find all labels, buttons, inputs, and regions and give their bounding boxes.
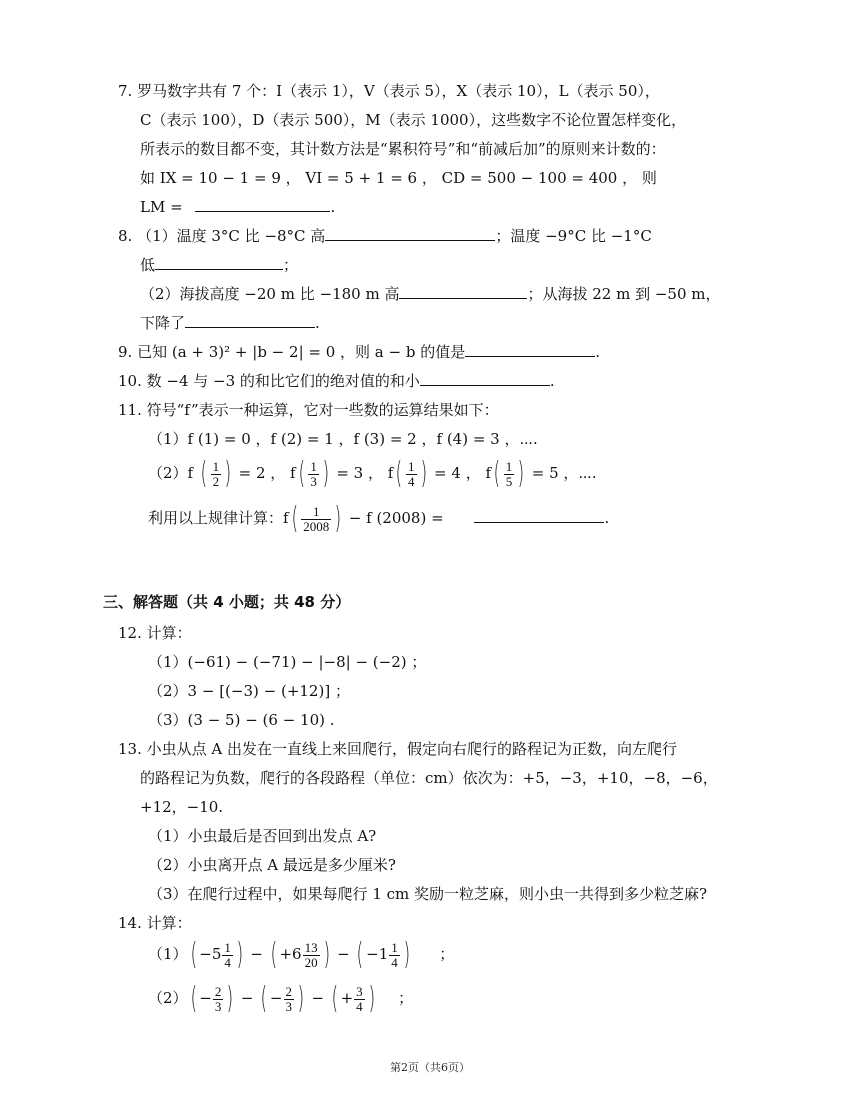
q9-blank[interactable]: [465, 342, 595, 357]
paren-left: (: [493, 456, 501, 491]
q11-blank[interactable]: [474, 508, 604, 523]
q8-semicolon: ；: [283, 256, 299, 274]
q14-p2-semicolon: ；: [398, 989, 414, 1007]
q13-part-1: （1）小虫最后是否回到出发点 A?: [148, 827, 377, 845]
page-footer: 第2页（共6页）: [390, 1061, 470, 1074]
minus-sign: −: [311, 989, 325, 1007]
q11-compute-label: 利用以上规律计算：f: [148, 509, 289, 527]
paren-left: (: [357, 937, 364, 972]
q11-line-2: （1）f (1) = 0 ，f (2) = 1 ，f (3) = 2 ，f (4) = 3 ，⋯.: [148, 430, 538, 448]
q13-line-1: 13. 小虫从点 A 出发在一直线上来回爬行，假定向右爬行的路程记为正数，向左爬行: [118, 740, 677, 758]
q7-period: .: [330, 198, 336, 216]
q9-period: .: [595, 343, 601, 361]
sign: −: [199, 989, 212, 1007]
q8-part1-text-b: ；温度 −9°C 比 −1°C: [495, 227, 652, 245]
q11-line-4: [148, 500, 609, 536]
fraction: $\frac{1}{5}$: [505, 458, 513, 489]
paren-left: (: [291, 501, 298, 536]
q11-value-4: = 5 ，⋯.: [531, 464, 597, 482]
mixed-whole: −5: [199, 945, 222, 963]
q11-period: .: [604, 509, 610, 527]
q9-line: [118, 342, 600, 362]
q10-blank[interactable]: [420, 371, 550, 386]
q11-expression: − f (2008) =: [348, 509, 444, 527]
mixed-whole: −1: [366, 945, 389, 963]
mixed-whole: +6: [279, 945, 302, 963]
minus-sign: −: [337, 945, 350, 963]
q13-line-3: +12，−10.: [140, 798, 224, 816]
fraction: $\frac{1}{4}$: [224, 939, 231, 970]
q14-p1-label: （1）: [148, 945, 188, 963]
fraction: $\frac{1}{4}$: [408, 458, 415, 489]
q8-period: .: [315, 314, 320, 332]
q13-part-2: （2）小虫离开点 A 最远是多少厘米?: [148, 856, 396, 874]
q9-text: 9. 已知 (a + 3)² + |b − 2| = 0 ，则 a − b 的值是: [118, 343, 466, 361]
paren-left: (: [298, 456, 305, 491]
minus-sign: −: [250, 945, 263, 963]
q12-part-1: （1）(−61) − (−71) − |−8| − (−2) ；: [148, 653, 427, 671]
q14-part-1: [148, 934, 454, 974]
fraction: $\frac{3}{4}$: [356, 983, 363, 1014]
paren-right: ): [322, 456, 329, 491]
fraction: $\frac{1}{3}$: [310, 458, 317, 489]
fraction: $\frac{1}{2008}$: [303, 503, 330, 534]
paren-left: (: [260, 981, 268, 1016]
q7-line-3: 所表示的数目都不变，其计数方法是“累积符号”和“前减后加”的原则来计数的：: [140, 140, 666, 158]
q8-line-1: [118, 226, 652, 246]
q13-line-2: 的路程记为负数，爬行的各段路程（单位：cm）依次为：+5，−3，+10，−8，−6，: [140, 769, 718, 787]
q11-line-1: 11. 符号“f”表示一种运算，它对一些数的运算结果如下：: [118, 401, 499, 419]
q8-low-label: 低: [140, 256, 156, 274]
q8-part1-text: 8. （1）温度 3°C 比 −8°C 高: [118, 227, 326, 245]
q8-line-3: [140, 284, 721, 304]
paren-left: (: [200, 456, 207, 491]
q14-p1-semicolon: ；: [439, 945, 455, 963]
q14-p2-label: （2）: [148, 989, 188, 1007]
q13-part-3: （3）在爬行过程中，如果每爬行 1 cm 奖励一粒芝麻，则小虫一共得到多少粒芝麻?: [148, 885, 708, 903]
sign: +: [340, 989, 354, 1007]
q8-descend-label: 下降了: [140, 314, 186, 332]
q8-line-4: [140, 313, 320, 333]
q7-line-1: 7. 罗马数字共有 7 个：I（表示 1），V（表示 5），X（表示 10），L（表示 50），: [118, 82, 660, 100]
paren-left: (: [331, 981, 338, 1016]
fraction: $\frac{1}{4}$: [391, 939, 398, 970]
paren-left: (: [190, 937, 197, 972]
q12-part-2: （2）3 − [(−3) − (+12)] ；: [148, 682, 350, 700]
q8-blank-3[interactable]: [399, 284, 527, 299]
q8-part2-text: （2）海拔高度 −20 m 比 −180 m 高: [140, 285, 400, 303]
q12-title: 12. 计算：: [118, 624, 192, 642]
q10-period: .: [549, 372, 555, 390]
paren-right: ): [323, 937, 330, 972]
minus-sign: −: [240, 989, 254, 1007]
q7-line-4: 如 IX = 10 − 1 = 9 ， VI = 5 + 1 = 6 ， CD = 500 − 100 = 400 ， 则: [140, 169, 657, 187]
q12-part-3: （3）(3 − 5) − (6 − 10) .: [148, 711, 335, 729]
q8-line-2: [140, 255, 298, 275]
q7-lm-label: LM =: [140, 198, 183, 216]
q11-value-1: = 2 ，: [238, 464, 286, 482]
paren-right: ): [297, 981, 305, 1016]
fraction: $\frac{2}{3}$: [214, 983, 222, 1014]
q11-line-3: （2）f ( $\frac{1}{2}$ ) = 2 ， f( $\frac{1}{3}$ ) = 3 ， f( $\frac{1}{4}$ ) = 4 ， f( $\frac{1}{5}$ ) = 5 ，⋯.: [148, 456, 597, 491]
fraction: $\frac{13}{20}$: [304, 939, 318, 970]
q10-text: 10. 数 −4 与 −3 的和比它们的绝对值的和小: [118, 372, 420, 390]
q7-line-5: [140, 197, 335, 217]
paren-left: (: [190, 981, 197, 1016]
q8-blank-2[interactable]: [155, 255, 283, 270]
q11-p2-label: （2）f: [148, 464, 194, 482]
paren-left: (: [395, 456, 403, 491]
sign: −: [269, 989, 283, 1007]
q11-value-3: = 4 ，: [434, 464, 481, 482]
q11-value-2: = 3 ，: [336, 464, 383, 482]
paren-right: ): [334, 501, 342, 536]
paren-right: ): [236, 937, 243, 972]
paren-right: ): [226, 981, 234, 1016]
q8-blank-4[interactable]: [185, 313, 315, 328]
paren-right: ): [517, 456, 525, 491]
q14-part-2: [148, 978, 413, 1018]
paren-right: ): [224, 456, 232, 491]
section-3-heading: 三、解答题（共 4 小题；共 48 分）: [103, 593, 351, 611]
paren-right: ): [403, 937, 410, 972]
paren-right: ): [368, 981, 375, 1016]
q10-line: [118, 371, 555, 391]
q14-title: 14. 计算：: [118, 914, 192, 932]
paren-left: (: [270, 937, 277, 972]
paren-right: ): [420, 456, 427, 491]
q7-line-2: C（表示 100），D（表示 500），M（表示 1000），这些数字不论位置怎样变化，: [140, 111, 687, 129]
fraction: $\frac{2}{3}$: [285, 983, 292, 1014]
q7-answer-blank[interactable]: [195, 197, 330, 212]
q8-part2-text-b: ；从海拔 22 m 到 −50 m，: [527, 285, 721, 303]
fraction: $\frac{1}{2}$: [212, 458, 220, 489]
q8-blank-1[interactable]: [325, 226, 495, 241]
